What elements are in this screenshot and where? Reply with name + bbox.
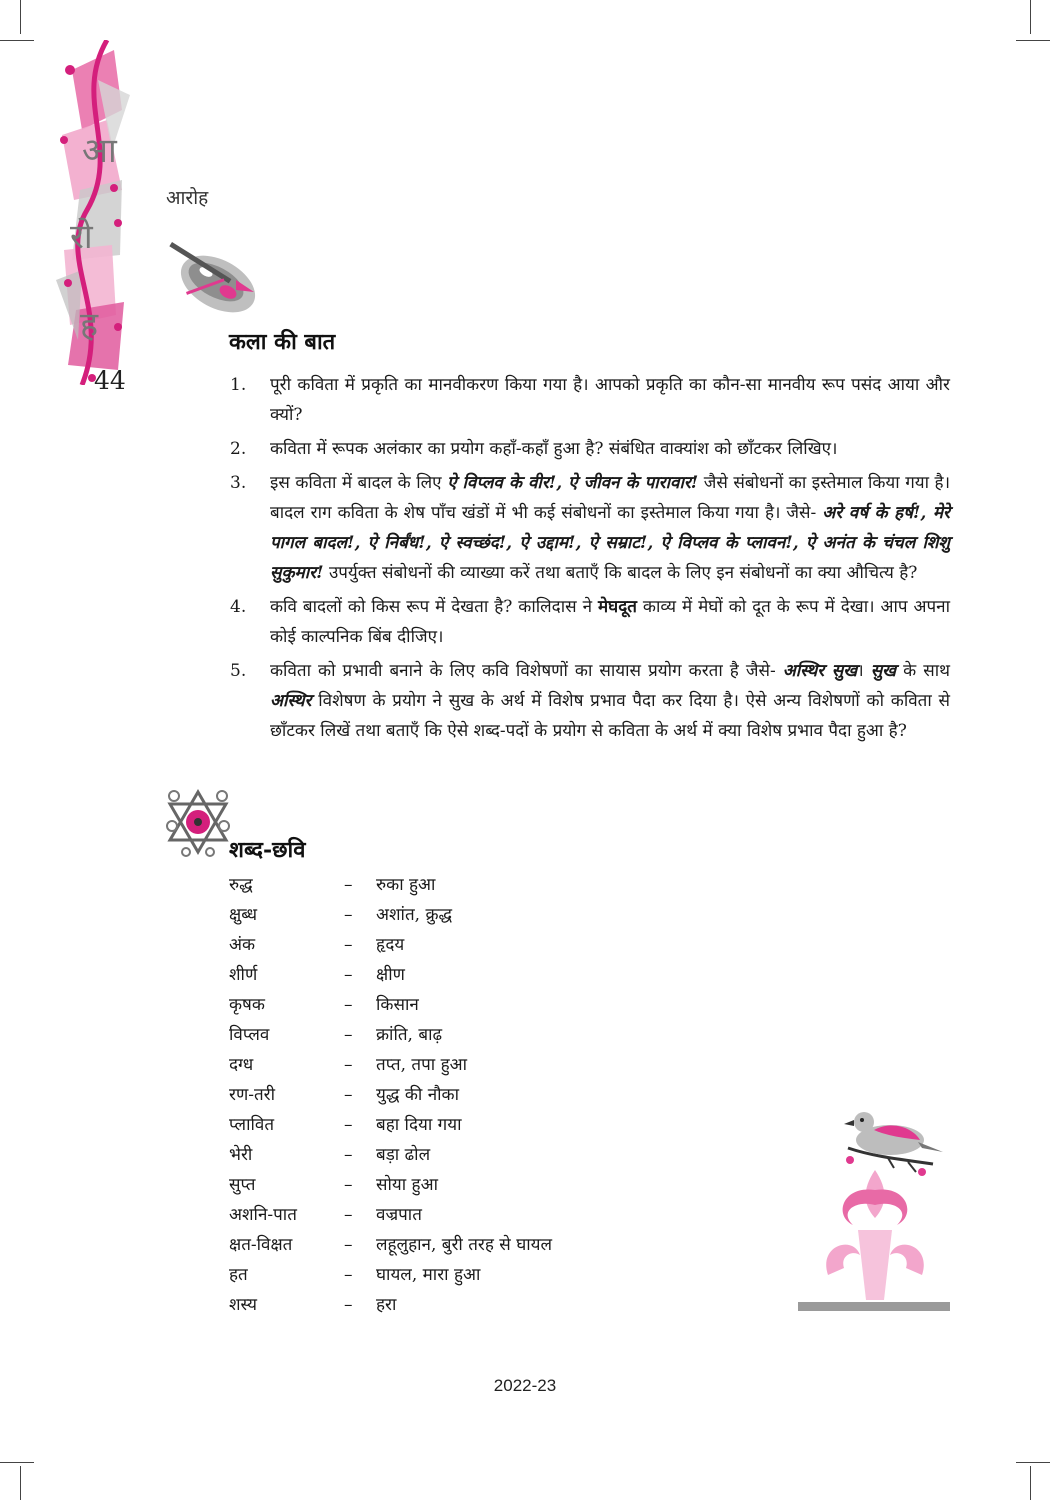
glossary-definition: हरा: [376, 1295, 397, 1315]
glossary-definition: क्रांति, बाढ़: [376, 1025, 443, 1045]
glossary-row: [229, 1050, 649, 1080]
glossary-list: [229, 870, 649, 1320]
glossary-dash: –: [344, 995, 353, 1015]
glossary-row: [229, 1020, 649, 1050]
question-item: [230, 656, 950, 746]
glossary-definition: हृदय: [376, 935, 405, 955]
glossary-term: प्लावित: [229, 1115, 275, 1135]
glossary-dash: –: [344, 965, 353, 985]
crop-mark: [1030, 0, 1031, 34]
question-text: उपर्युक्त संबोधनों की व्याख्या करें तथा बताएँ कि बादल के लिए इन संबोधनों का क्या औचित्य है?: [323, 563, 918, 583]
section-heading-kala: कला की बात: [229, 329, 336, 355]
question-item: [230, 592, 950, 652]
glossary-dash: –: [344, 1295, 353, 1315]
glossary-term: क्षत-विक्षत: [229, 1235, 293, 1255]
glossary-term: सुप्त: [229, 1175, 256, 1195]
glossary-dash: –: [344, 1205, 353, 1225]
glossary-term: अंक: [229, 935, 256, 955]
bird-ornament-icon: [798, 1100, 953, 1315]
glossary-term: भेरी: [229, 1145, 253, 1165]
question-text: कविता को प्रभावी बनाने के लिए कवि विशेषणों का सायास प्रयोग करता है जैसे-: [270, 661, 783, 681]
glossary-definition: युद्ध की नौका: [376, 1085, 460, 1105]
glossary-row: [229, 870, 649, 900]
question-text: कविता में रूपक अलंकार का प्रयोग कहाँ-कहाँ हुआ है? संबंधित वाक्यांश को छाँटकर लिखिए।: [270, 439, 838, 459]
question-text: जैसे संबोधनों का इस्तेमाल किया गया है। बादल राग कविता के शेष पाँच खंडों में भी कई संबोधनों का इस्तेमाल किया गया है। जैसे-: [270, 473, 951, 523]
glossary-row: [229, 960, 649, 990]
glossary-row: [229, 900, 649, 930]
ornament-icon: [164, 786, 232, 858]
glossary-term: रण-तरी: [229, 1085, 276, 1105]
glossary-term: क्षुब्ध: [229, 905, 257, 925]
glossary-definition: क्षीण: [376, 965, 405, 985]
glossary-row: [229, 1080, 649, 1110]
glossary-dash: –: [344, 1145, 353, 1165]
glossary-definition: रुका हुआ: [376, 875, 436, 895]
glossary-dash: –: [344, 935, 353, 955]
paint-palette-icon: [166, 232, 262, 322]
page-number: 44: [94, 366, 126, 395]
glossary-row: [229, 1110, 649, 1140]
footer-year: 2022-23: [493, 1376, 557, 1395]
glossary-row: [229, 1170, 649, 1200]
question-emphasis: अस्थिर: [270, 691, 312, 711]
question-list: [230, 370, 950, 750]
ribbon-letter: ह: [80, 305, 99, 345]
question-text: कवि बादलों को किस रूप में देखता है? कालिदास ने: [270, 597, 598, 617]
crop-mark: [20, 0, 21, 34]
crop-mark: [1016, 40, 1050, 41]
question-emphasis: अस्थिर सुख: [782, 661, 858, 681]
question-text: पूरी कविता में प्रकृति का मानवीकरण किया गया है। आपको प्रकृति का कौन-सा मानवीय रूप पसंद आया और क्यों?: [270, 375, 950, 425]
question-item: [230, 370, 950, 430]
glossary-definition: बड़ा ढोल: [376, 1145, 431, 1165]
glossary-dash: –: [344, 1175, 353, 1195]
glossary-definition: किसान: [376, 995, 419, 1015]
glossary-term: दग्ध: [229, 1055, 254, 1075]
glossary-dash: –: [344, 875, 353, 895]
crop-mark: [1030, 1466, 1031, 1500]
glossary-row: [229, 1200, 649, 1230]
glossary-term: विप्लव: [229, 1025, 270, 1045]
glossary-term: हत: [229, 1265, 248, 1285]
crop-mark: [0, 40, 34, 41]
glossary-term: शस्य: [229, 1295, 258, 1315]
question-number: 1.: [230, 375, 247, 395]
glossary-dash: –: [344, 1085, 353, 1105]
glossary-row: [229, 1290, 649, 1320]
question-item: [230, 434, 950, 464]
question-text: विशेषण के प्रयोग ने सुख के अर्थ में विशेष प्रभाव पैदा कर दिया है। ऐसे अन्य विशेषणों को कविता से छाँटकर लिखें तथा बताएँ कि ऐसे शब्द-पदों के प्रयोग से कविता के अर्थ में क्या विशेष प्रभाव पैदा हुआ है?: [270, 691, 950, 741]
glossary-dash: –: [344, 1115, 353, 1135]
glossary-row: [229, 1140, 649, 1170]
glossary-definition: अशांत, क्रुद्ध: [376, 905, 453, 925]
glossary-dash: –: [344, 1055, 353, 1075]
glossary-definition: लहूलुहान, बुरी तरह से घायल: [376, 1235, 553, 1255]
glossary-definition: वज्रपात: [376, 1205, 422, 1225]
glossary-row: [229, 1230, 649, 1260]
glossary-row: [229, 930, 649, 960]
glossary-row: [229, 1260, 649, 1290]
question-text: के साथ: [896, 661, 950, 681]
question-number: 3.: [230, 473, 247, 493]
ribbon-letter: रो: [70, 217, 93, 257]
glossary-definition: घायल, मारा हुआ: [376, 1265, 481, 1285]
glossary-definition: सोया हुआ: [376, 1175, 438, 1195]
glossary-dash: –: [344, 905, 353, 925]
glossary-definition: बहा दिया गया: [376, 1115, 462, 1135]
crop-mark: [20, 1466, 21, 1500]
question-number: 4.: [230, 597, 247, 617]
question-emphasis: अरे वर्ष के हर्ष!, मेरे पागल बादल!, ऐ निर्बंध!, ऐ स्वच्छंद!, ऐ उद्दाम!, ऐ सम्राट!, ऐ विप्लव के प्लावन!, ऐ अनंत के चंचल शिशु सुकुमार!: [270, 503, 950, 583]
question-item: [230, 468, 950, 588]
crop-mark: [1016, 1462, 1050, 1463]
section-heading-shabd: शब्द-छवि: [229, 837, 306, 863]
ribbon-letter: आ: [82, 131, 117, 171]
question-emphasis: सुख: [870, 661, 897, 681]
question-text: इस कविता में बादल के लिए: [270, 473, 448, 493]
question-number: 5.: [230, 661, 247, 681]
glossary-dash: –: [344, 1235, 353, 1255]
crop-mark: [0, 1462, 34, 1463]
glossary-term: कृषक: [229, 995, 265, 1015]
question-emphasis: ऐ विप्लव के वीर!, ऐ जीवन के पारावार!: [447, 473, 699, 493]
question-text: काव्य में मेघों को दूत के रूप में देखा। आप अपना कोई काल्पनिक बिंब दीजिए।: [270, 597, 950, 647]
question-text: ।: [857, 661, 871, 681]
glossary-term: अशनि-पात: [229, 1205, 297, 1225]
glossary-row: [229, 990, 649, 1020]
glossary-dash: –: [344, 1025, 353, 1045]
glossary-dash: –: [344, 1265, 353, 1285]
glossary-term: शीर्ण: [229, 965, 258, 985]
glossary-term: रुद्ध: [229, 875, 253, 895]
question-emphasis: मेघदूत: [597, 597, 637, 617]
running-head: आरोह: [166, 187, 209, 209]
question-number: 2.: [230, 439, 247, 459]
glossary-definition: तप्त, तपा हुआ: [376, 1055, 467, 1075]
